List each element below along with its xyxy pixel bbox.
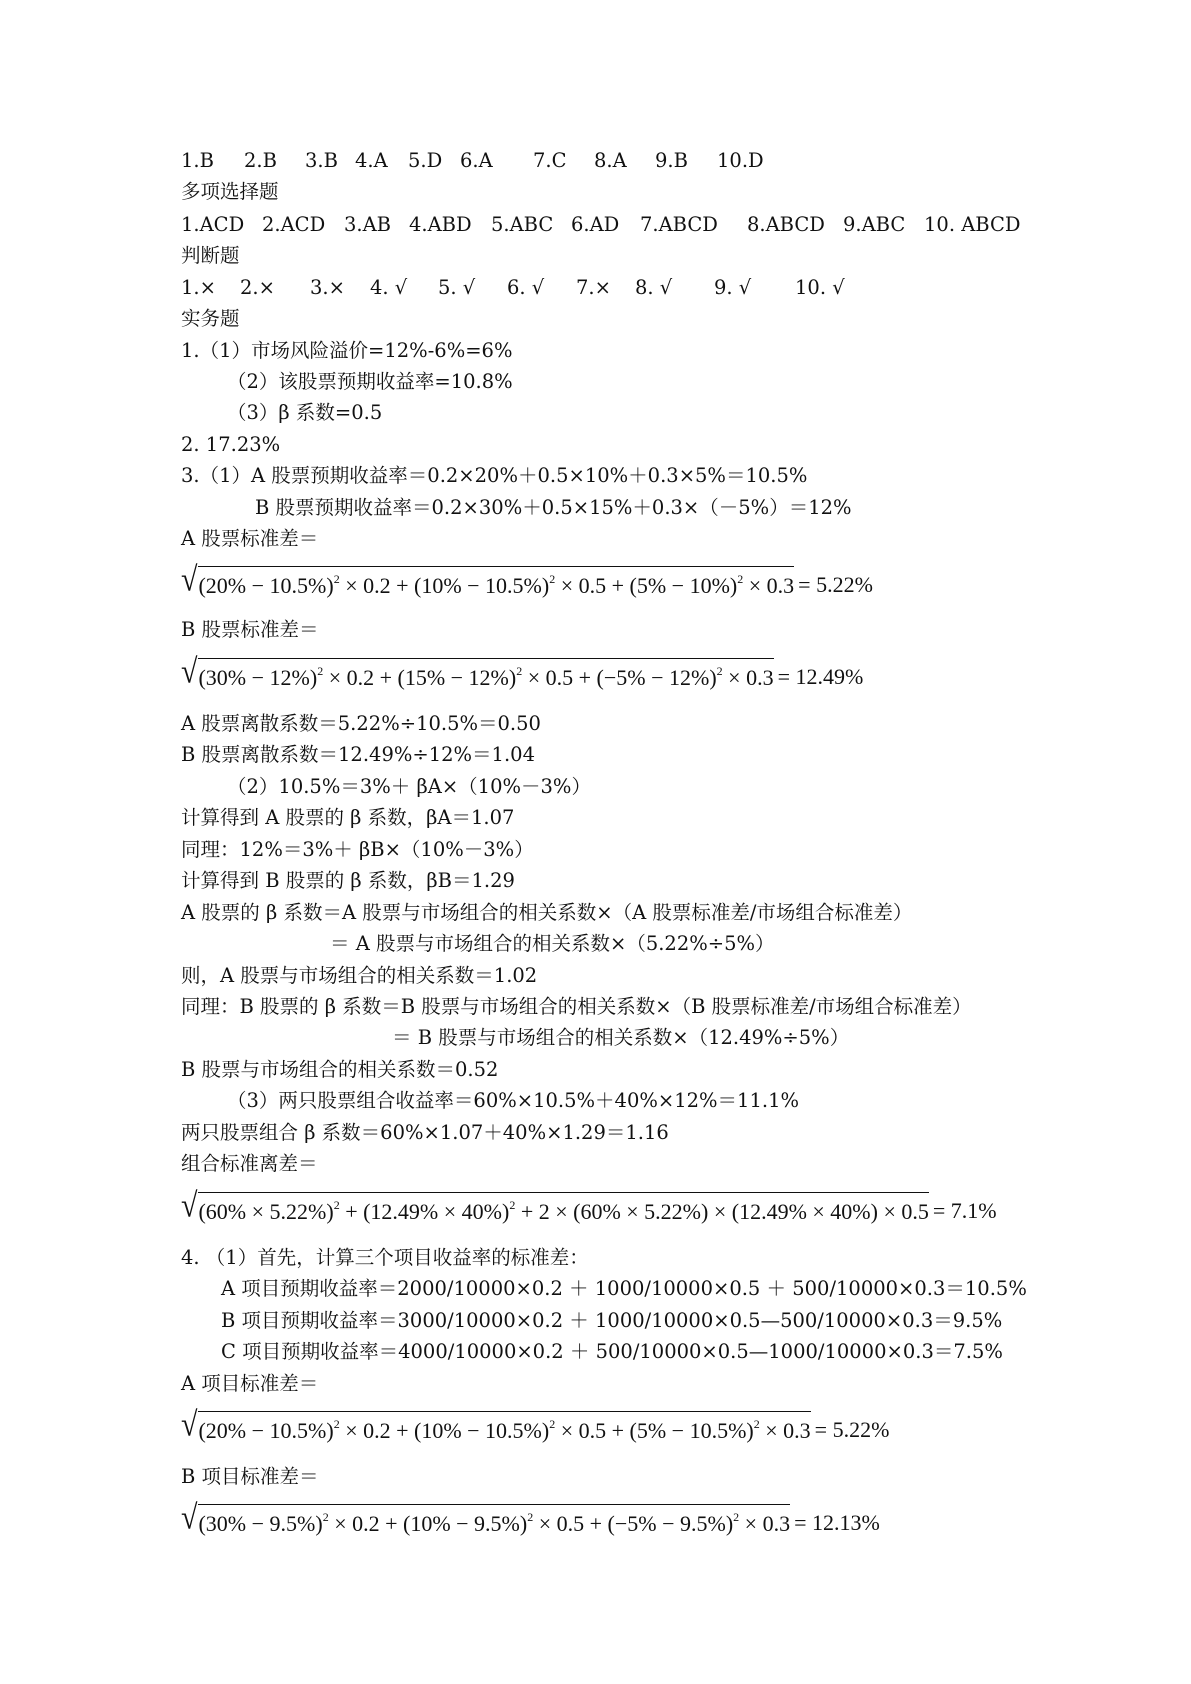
answer-cell: 7.C xyxy=(533,149,567,172)
text-line: A 项目预期收益率＝2000/10000×0.2 ＋ 1000/10000×0.5 ＋ 500/10000×0.3＝10.5% xyxy=(221,1277,1027,1300)
answer-cell: 8. √ xyxy=(635,276,673,299)
std-dev-equation-stock-b xyxy=(181,654,863,696)
sqrt-sign: √ xyxy=(181,560,198,599)
answer-cell: 2.ACD xyxy=(262,213,326,236)
sqrt-sign: √ xyxy=(181,1186,198,1225)
text-line: B 股票预期收益率＝0.2×30%＋0.5×15%＋0.3×（－5%）＝12% xyxy=(255,496,852,519)
text-line: B 项目标准差＝ xyxy=(181,1465,319,1488)
std-dev-equation-stock-a xyxy=(181,562,873,604)
radicand: $(20\% - 10.5\%)^2 \times 0.2 + (10\% - 10.5\%)^2 \times 0.5 + (5\% - 10\%)^2 \times 0.3$ xyxy=(198,566,794,601)
text-line: B 项目预期收益率＝3000/10000×0.2 ＋ 1000/10000×0.5—500/10000×0.3＝9.5% xyxy=(221,1309,1003,1332)
equation-result: = 12.49% xyxy=(777,664,864,689)
text-line: ＝ B 股票与市场组合的相关系数×（12.49%÷5%） xyxy=(392,1026,850,1049)
answer-cell: 8.A xyxy=(594,149,627,172)
std-dev-equation-project-b xyxy=(181,1500,880,1542)
radicand: $(20\% - 10.5\%)^2 \times 0.2 + (10\% - 10.5\%)^2 \times 0.5 + (5\% - 10.5\%)^2 \times 0.3$ xyxy=(198,1411,810,1446)
text-line: （2）该股票预期收益率=10.8% xyxy=(227,370,513,393)
answer-cell: 4.ABD xyxy=(409,213,472,236)
practice-heading: 实务题 xyxy=(181,307,240,330)
text-line: （3）两只股票组合收益率＝60%×10.5%＋40%×12%＝11.1% xyxy=(227,1089,800,1112)
portfolio-std-dev-equation xyxy=(181,1188,997,1230)
text-line: A 股票标准差＝ xyxy=(181,527,319,550)
answer-cell: 1.B xyxy=(181,149,214,172)
radicand: $(60\% \times 5.22\%)^2 + (12.49\% \times 40\%)^2 + 2 \times (60\% \times 5.22\%) \times (12.49\% \times 40\%) \times 0.5$ xyxy=(198,1192,928,1227)
equation-result: = 7.1% xyxy=(932,1198,997,1223)
single-choice-answers-row xyxy=(0,149,1191,173)
text-line: （3）β 系数=0.5 xyxy=(227,401,383,424)
answer-cell: 6.A xyxy=(460,149,493,172)
sqrt-sign: √ xyxy=(181,652,198,691)
radicand: $(30\% - 9.5\%)^2 \times 0.2 + (10\% - 9.5\%)^2 \times 0.5 + (-5\% - 9.5\%)^2 \times 0.3$ xyxy=(198,1504,790,1539)
answer-cell: 5.ABC xyxy=(491,213,554,236)
answer-cell: 9.B xyxy=(655,149,688,172)
radicand: $(30\% - 12\%)^2 \times 0.2 + (15\% - 12\%)^2 \times 0.5 + (-5\% - 12\%)^2 \times 0.3$ xyxy=(198,658,773,693)
text-line: 则，A 股票与市场组合的相关系数＝1.02 xyxy=(181,964,538,987)
answer-cell: 7.× xyxy=(576,276,611,299)
text-line: A 项目标准差＝ xyxy=(181,1372,319,1395)
sqrt-sign: √ xyxy=(181,1405,198,1444)
multi-choice-answers-row xyxy=(0,213,1191,237)
multi-choice-heading: 多项选择题 xyxy=(181,180,279,203)
answer-cell: 2.× xyxy=(240,276,275,299)
answer-cell: 4.A xyxy=(355,149,388,172)
answer-cell: 1.ACD xyxy=(181,213,245,236)
answer-cell: 3.B xyxy=(305,149,338,172)
text-line: 计算得到 B 股票的 β 系数，βB＝1.29 xyxy=(181,869,515,892)
text-line: 2. 17.23% xyxy=(181,433,281,456)
judgment-answers-row xyxy=(0,276,1191,300)
text-line: ＝ A 股票与市场组合的相关系数×（5.22%÷5%） xyxy=(330,932,775,955)
answer-cell: 2.B xyxy=(244,149,277,172)
answer-cell: 4. √ xyxy=(370,276,408,299)
text-line: C 项目预期收益率＝4000/10000×0.2 ＋ 500/10000×0.5—1000/10000×0.3＝7.5% xyxy=(221,1340,1003,1363)
text-line: 计算得到 A 股票的 β 系数，βA＝1.07 xyxy=(181,806,515,829)
sqrt-sign: √ xyxy=(181,1498,198,1537)
answer-cell: 9.ABC xyxy=(843,213,906,236)
text-line: 同理：12%＝3%＋ βB×（10%－3%） xyxy=(181,838,534,861)
answer-cell: 8.ABCD xyxy=(747,213,825,236)
text-line: 3.（1）A 股票预期收益率＝0.2×20%＋0.5×10%＋0.3×5%＝10.5% xyxy=(181,464,808,487)
equation-result: = 5.22% xyxy=(798,572,873,597)
answer-cell: 3.AB xyxy=(344,213,392,236)
answer-cell: 5.D xyxy=(408,149,443,172)
std-dev-equation-project-a xyxy=(181,1407,889,1449)
answer-cell: 10. ABCD xyxy=(924,213,1021,236)
equation-result: = 12.13% xyxy=(794,1510,880,1535)
answer-cell: 7.ABCD xyxy=(640,213,718,236)
text-line: 组合标准离差＝ xyxy=(181,1152,318,1175)
text-line: A 股票离散系数＝5.22%÷10.5%＝0.50 xyxy=(181,712,541,735)
answer-cell: 10.D xyxy=(717,149,764,172)
text-line: A 股票的 β 系数＝A 股票与市场组合的相关系数×（A 股票标准差/市场组合标准差） xyxy=(181,901,913,924)
answer-cell: 5. √ xyxy=(438,276,476,299)
text-line: 两只股票组合 β 系数＝60%×1.07＋40%×1.29＝1.16 xyxy=(181,1121,669,1144)
text-line: B 股票与市场组合的相关系数＝0.52 xyxy=(181,1058,499,1081)
judgment-heading: 判断题 xyxy=(181,244,240,267)
text-line: 4. （1）首先，计算三个项目收益率的标准差： xyxy=(181,1246,589,1269)
text-line: B 股票离散系数＝12.49%÷12%＝1.04 xyxy=(181,743,535,766)
answer-cell: 1.× xyxy=(181,276,216,299)
text-line: 1.（1）市场风险溢价=12%-6%=6% xyxy=(181,339,513,362)
answer-cell: 6.AD xyxy=(571,213,620,236)
answer-cell: 6. √ xyxy=(507,276,545,299)
answer-cell: 3.× xyxy=(310,276,345,299)
answer-cell: 10. √ xyxy=(795,276,845,299)
equation-result: = 5.22% xyxy=(814,1417,890,1442)
text-line: 同理：B 股票的 β 系数＝B 股票与市场组合的相关系数×（B 股票标准差/市场组合标准差） xyxy=(181,995,972,1018)
text-line: B 股票标准差＝ xyxy=(181,618,319,641)
text-line: （2）10.5%＝3%＋ βA×（10%－3%） xyxy=(227,775,591,798)
answer-cell: 9. √ xyxy=(714,276,752,299)
